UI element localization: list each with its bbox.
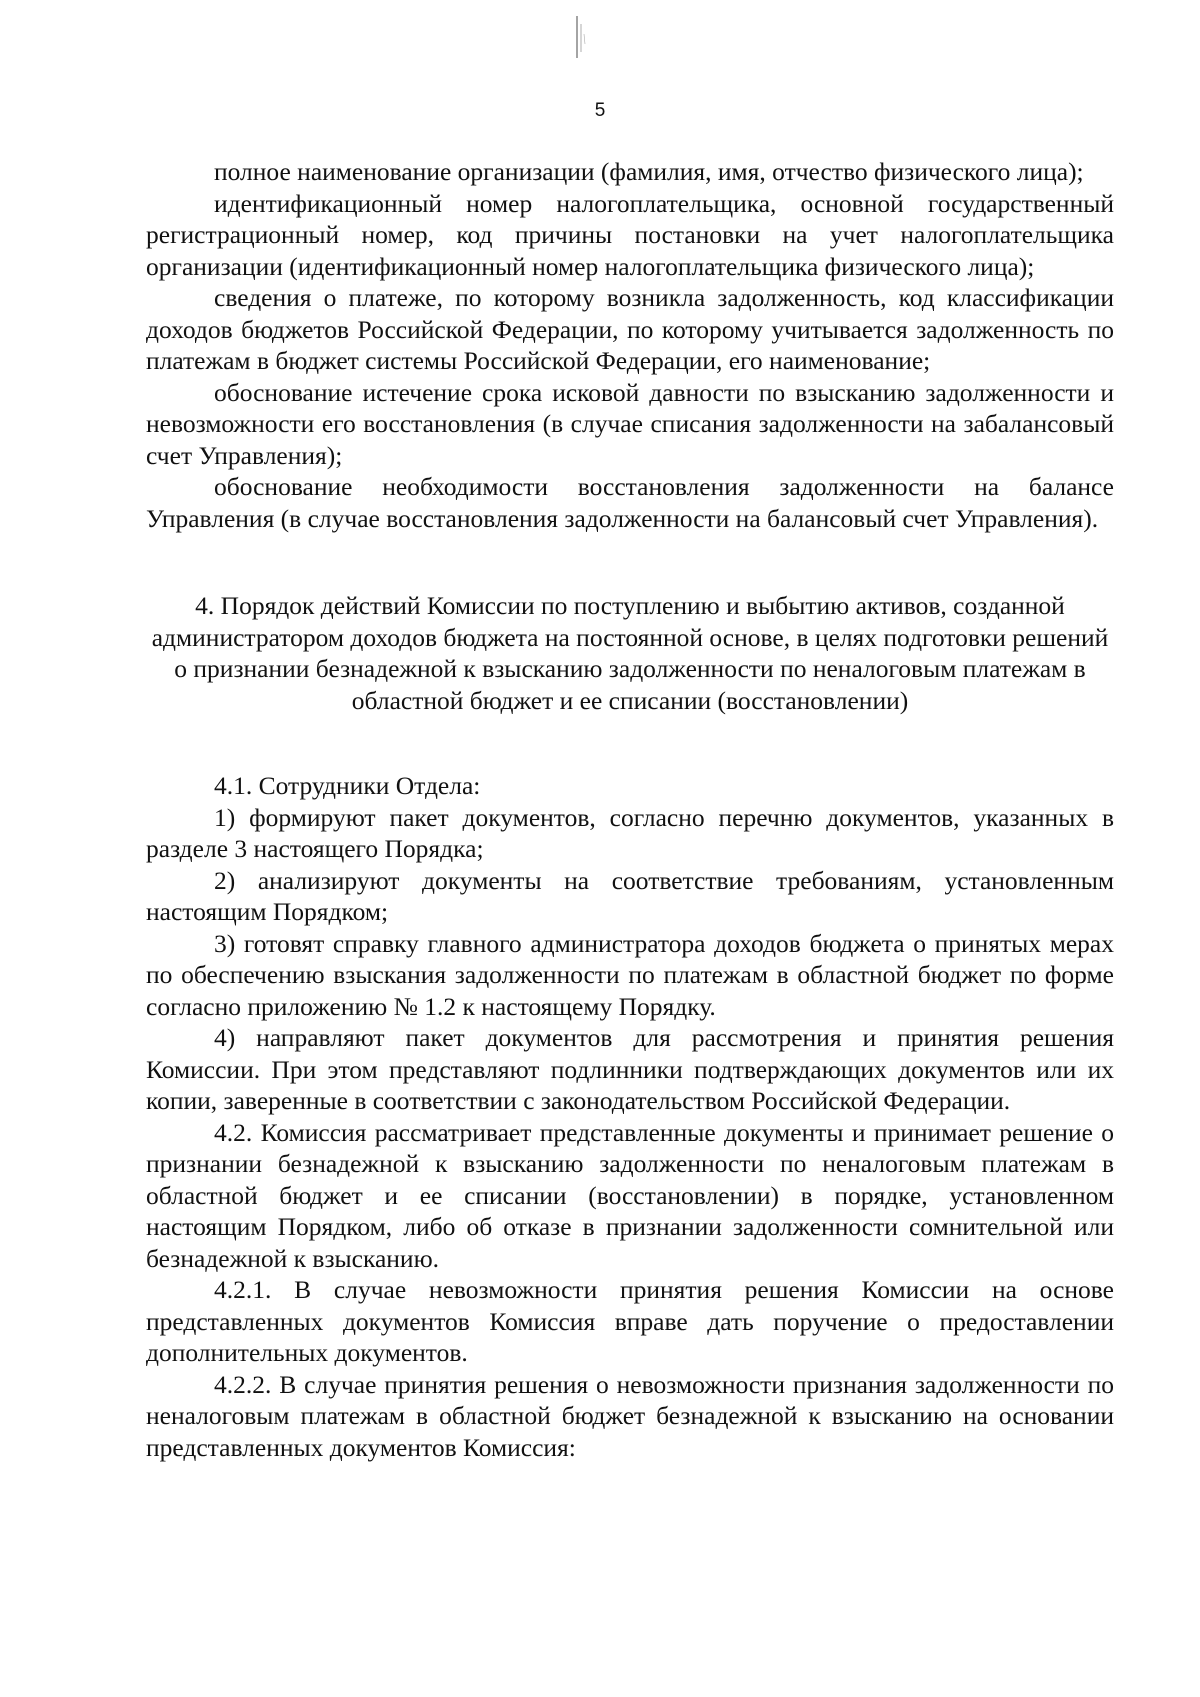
paragraph: 4.2. Комиссия рассматривает представленные документы и принимает решение о признании безнадежной к взысканию задолженности по неналоговым платежам в областной бюджет и ее списании (восстановлении) в порядке, установленном настоящим Порядком, либо об отказе в признании задолженности сомнительной или безнадежной к взысканию.	[146, 1117, 1114, 1273]
paragraph: 4.2.2. В случае принятия решения о невозможности признания задолженности по неналоговым платежам в областной бюджет безнадежной к взысканию на основании представленных документов Комиссия:	[146, 1369, 1114, 1462]
paragraph: идентификационный номер налогоплательщика, основной государственный регистрационный номер, код причины постановки на учет налогоплательщика организации (идентификационный номер налогоплательщика физического лица);	[146, 188, 1114, 281]
paragraph: 4.1. Сотрудники Отдела:	[214, 771, 481, 800]
paragraph: 3) готовят справку главного администратора доходов бюджета о принятых мерах по обеспечению взыскания задолженности по платежам в областной бюджет по форме согласно приложению № 1.2 к настоящему Порядку.	[146, 928, 1114, 1021]
paragraph: обоснование истечение срока исковой давности по взысканию задолженности и невозможности его восстановления (в случае списания задолженности на забалансовый счет Управления);	[146, 377, 1114, 470]
document-body	[146, 156, 1114, 1463]
paragraph: сведения о платеже, по которому возникла задолженность, код классификации доходов бюджетов Российской Федерации, по которому учитывается задолженность по платежам в бюджет системы Российской Федерации, его наименование;	[146, 283, 1114, 375]
section-heading: 4. Порядок действий Комиссии по поступлению и выбытию активов, созданной администратором доходов бюджета на постоянной основе, в целях подготовки решений о признании безнадежной к взысканию задолженности по неналоговым платежам в областной бюджет и ее списании (восстановлении)	[151, 591, 1109, 715]
page-number: 5	[594, 100, 606, 121]
scan-artifact-mark	[574, 14, 588, 66]
section-spacer	[146, 716, 1114, 770]
paragraph: обоснование необходимости восстановления задолженности на балансе Управления (в случае восстановления задолженности на балансовый счет Управления).	[146, 472, 1114, 533]
paragraph: 2) анализируют документы на соответствие требованиям, установленным настоящим Порядком;	[146, 865, 1114, 926]
paragraph: 1) формируют пакет документов, согласно перечню документов, указанных в разделе 3 настоящего Порядка;	[146, 802, 1114, 863]
paragraph: полное наименование организации (фамилия, имя, отчество физического лица);	[214, 157, 1084, 186]
paragraph: 4) направляют пакет документов для рассмотрения и принятия решения Комиссии. При этом представляют подлинники подтверждающих документов или их копии, заверенные в соответствии с законодательством Российской Федерации.	[146, 1023, 1114, 1115]
paragraph: 4.2.1. В случае невозможности принятия решения Комиссии на основе представленных документов Комиссия вправе дать поручение о предоставлении дополнительных документов.	[146, 1275, 1114, 1367]
